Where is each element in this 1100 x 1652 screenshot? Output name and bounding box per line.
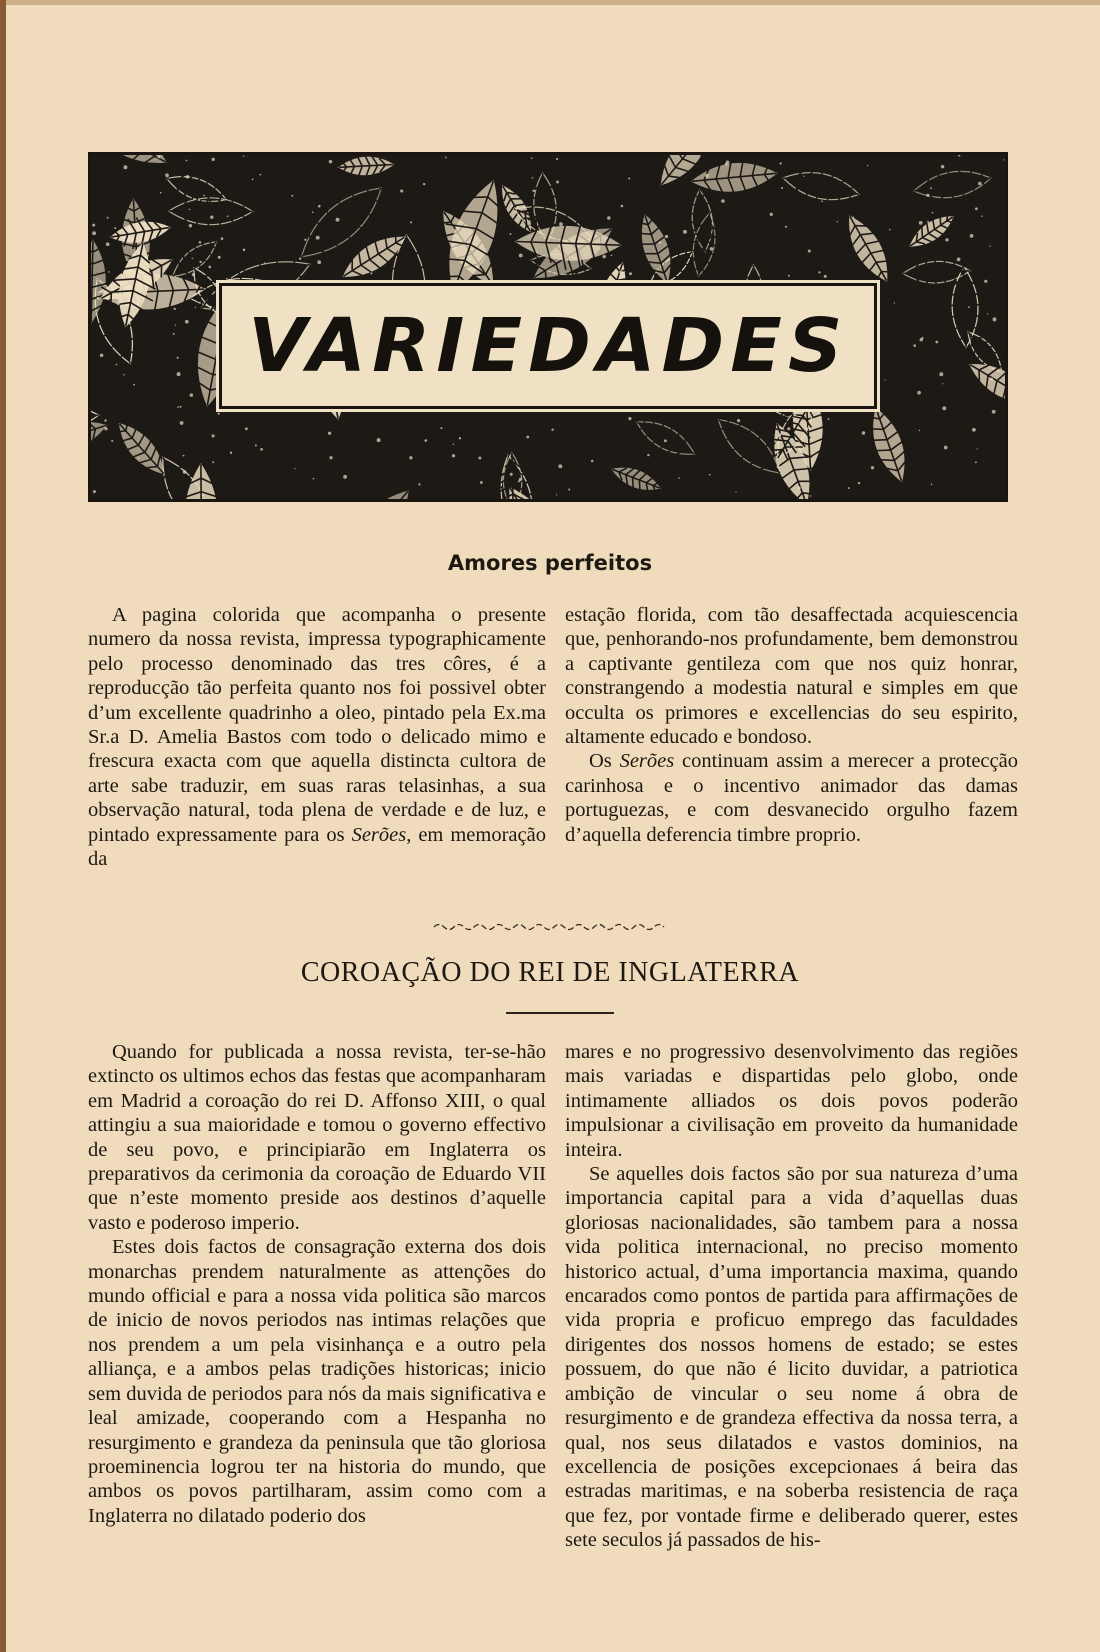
- italic-title: Serões: [619, 750, 675, 773]
- text-run: A pagina colorida que acompanha o presente numero da nossa revista, impressa typographicamente pelo processo denominado das tres côres, é a reproducção tão perfeita quanto nos foi possivel obter d’um excellente quadrinho a oleo, pintado pela Ex.ma Sr.a D. Amelia Bastos com todo o delicado mimo e frescura exacta com que aquella distincta cultora de arte sabe traduzir, em suas raras telasinhas, a sua observação natural, toda plena de verdade e de luz, e pintado expressamente para os: [88, 604, 546, 846]
- italic-title: Serões: [351, 823, 407, 846]
- section-heading-coroacao: COROAÇÃO DO REI DE INGLATERRA: [300, 957, 800, 988]
- article-amores-column-right: [565, 603, 1018, 847]
- page-top-edge: [0, 0, 1100, 5]
- section-heading-amores-perfeitos: Amores perfeitos: [447, 551, 653, 575]
- text-run: continuam assim a merecer a protecção carinhosa e o incentivo animador das damas portuguezas, e com desvanecido orgulho fazem d’aquella deferencia timbre proprio.: [565, 750, 1018, 846]
- page-title: VARIEDADES: [247, 303, 849, 389]
- header-banner: [88, 152, 1008, 502]
- article-amores-column-left: [88, 603, 546, 871]
- paragraph: [565, 749, 1018, 847]
- banner-title-plate: [219, 283, 877, 409]
- paragraph: Quando for publicada a nossa revista, ter-se-hão extincto os ultimos echos das festas que acompanharam em Madrid a coroação do rei D. Affonso XIII, o qual attingiu a sua maioridade e tomou o governo effectivo de seu povo, e principiarão em Inglaterra os preparativos da cerimonia da coroação de Eduardo VII que n’este momento preside aos destinos d’aquelle vasto e poderoso imperio.: [88, 1041, 546, 1234]
- ornament-divider: [430, 921, 670, 936]
- heading-rule: [506, 1012, 614, 1014]
- paragraph: estação florida, com tão desaffectada acquiescencia que, penhorando-nos profundamente, bem demonstrou a captivante gentileza com que nos quiz honrar, constrangendo a modestia natural e simples em que occulta os primores e excellencias do seu espirito, altamente educado e bondoso.: [565, 604, 1018, 749]
- page-binding-edge: [0, 0, 6, 1652]
- text-run: , em memoração da: [88, 823, 546, 871]
- article-coroacao-column-left: [88, 1040, 546, 1528]
- text-run: Os: [589, 750, 620, 773]
- paragraph: Estes dois factos de consagração externa dos dois monarchas prendem naturalmente as attenções do mundo official e para a nossa vida politica são marcos de inicio de novos periodos nas intimas relações que nos prendem a um pela visinhança e a outro pela alliança, e a ambos pelas tradições historicas; inicio sem duvida de periodos para nós da mais significativa e leal amizade, cooperando com a Hespanha no resurgimento e grandeza da peninsula que tão gloriosa proeminencia logrou ter na historia do mundo, que ambos os povos partilharam, assim como com a Inglaterra no dilatado poderio dos: [88, 1236, 546, 1527]
- wavy-ornament-icon: [430, 921, 670, 933]
- paragraph: [88, 603, 546, 871]
- article-coroacao-column-right: [565, 1040, 1018, 1553]
- paragraph: Se aquelles dois factos são por sua natureza d’uma importancia capital para a vida d’aquellas duas gloriosas nacionalidades, são tambem para a nossa vida politica internacional, no preciso momento historico actual, d’uma importancia maxima, quando encarados como pontos de partida para affirmações de vida propria e proficuo emprego das faculdades dirigentes dos nossos homens de estado; se estes possuem, do que não é licito duvidar, a patriotica ambição de vincular o seu nome á obra de resurgimento e de grandeza effectiva da nossa terra, a qual, nos seus dilatados e vastos dominios, na excellencia de posições excepcionaes á beira das estradas maritimas, e na soberba resistencia de raça que fez, por vontade firme e deliberado querer, estes sete seculos já passados de his-: [565, 1163, 1018, 1552]
- paragraph: mares e no progressivo desenvolvimento das regiões mais variadas e dispartidas pelo globo, onde intimamente alliados os dois povos poderão impulsionar a civilisação em proveito da humanidade inteira.: [565, 1041, 1018, 1161]
